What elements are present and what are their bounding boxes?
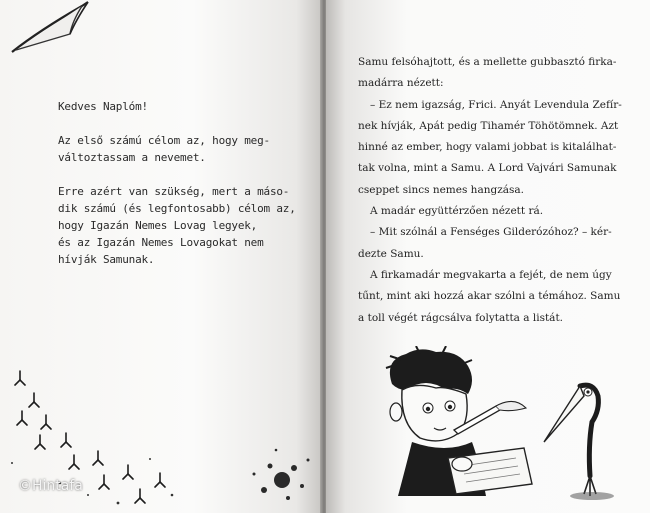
diary-line: Kedves Naplóm! bbox=[58, 100, 148, 113]
diary-line: hívják Samunak. bbox=[58, 253, 155, 266]
story-line: dezte Samu. bbox=[358, 247, 424, 260]
diary-paragraph bbox=[58, 183, 298, 268]
doodle-bird-illustration bbox=[540, 376, 620, 506]
story-text bbox=[358, 52, 624, 329]
watermark: ©Hintafa bbox=[18, 478, 83, 494]
story-line: tak volna, mint a Samu. A Lord Vajvári Samunak bbox=[358, 162, 617, 175]
diary-line: változtassam a nevemet. bbox=[58, 151, 206, 164]
diary-line: Az első számú célom az, hogy meg- bbox=[58, 134, 270, 147]
story-line: A madár együttérzően nézett rá. bbox=[370, 205, 544, 218]
diary-line: és az Igazán Nemes Lovagokat nem bbox=[58, 236, 264, 249]
page-corner-doodle bbox=[10, 0, 110, 60]
story-line: nek hívják, Apát pedig Tihamér Töhötömnek. Azt bbox=[358, 119, 619, 132]
right-page bbox=[326, 0, 650, 513]
story-line: – Mit szólnál a Fenséges Gilderózóhoz? – kér- bbox=[370, 226, 612, 239]
story-line: cseppet sincs nemes hangzása. bbox=[358, 183, 524, 196]
diary-line: dik számú (és legfontosabb) célom az, bbox=[58, 202, 296, 215]
left-page bbox=[0, 0, 322, 513]
story-line: A firkamadár megvakarta a fejét, de nem úgy bbox=[370, 268, 612, 281]
diary-line: Erre azért van szükség, mert a máso- bbox=[58, 185, 290, 198]
diary-line: hogy Igazán Nemes Lovag legyek, bbox=[58, 219, 258, 232]
story-line: a toll végét rágcsálva folytatta a listát. bbox=[358, 311, 564, 324]
diary-entry bbox=[58, 98, 298, 285]
story-line: Samu felsóhajtott, és a mellette gubbasztó firka- bbox=[358, 56, 617, 68]
story-line: – Ez nem igazság, Frici. Anyát Levendula Zefír- bbox=[370, 98, 622, 111]
story-line: hinné az ember, hogy valami jobbat is kitalálhat- bbox=[358, 141, 617, 154]
story-line: tűnt, mint aki hozzá akar szólni a témához. Samu bbox=[358, 290, 621, 303]
diary-paragraph bbox=[58, 132, 298, 166]
story-line: madárra nézett: bbox=[358, 77, 444, 90]
boy-writing-illustration bbox=[376, 346, 546, 496]
diary-paragraph bbox=[58, 98, 298, 115]
ink-splatter-doodle bbox=[242, 420, 322, 510]
